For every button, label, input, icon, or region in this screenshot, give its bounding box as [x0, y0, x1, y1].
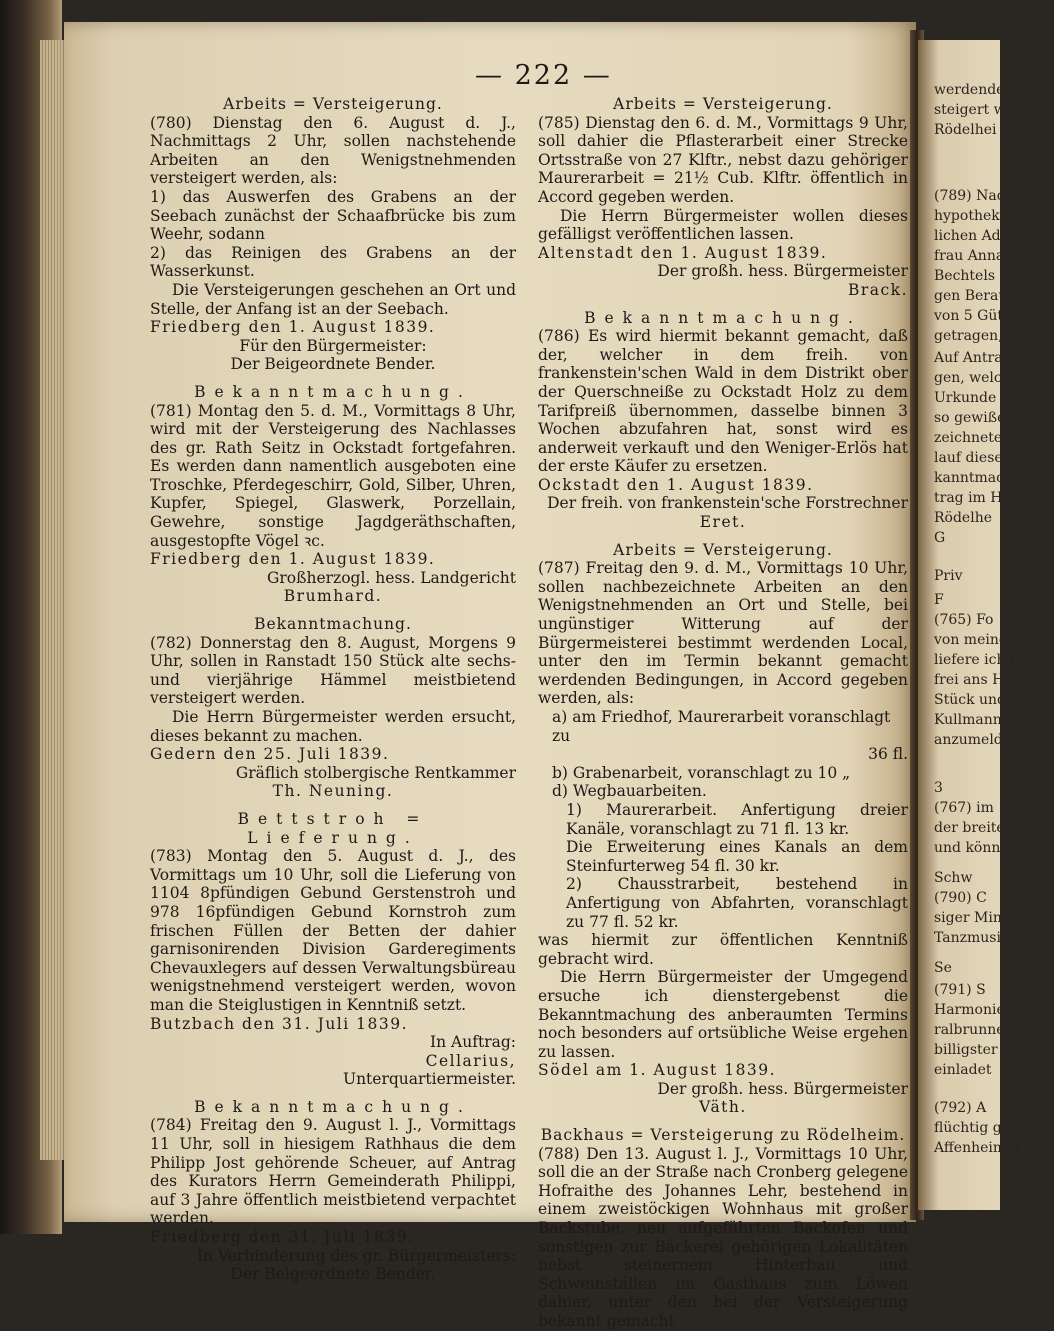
cropped-text-fragment: der breiten — [934, 820, 1014, 836]
text-line: Arbeits = Versteigerung. — [613, 95, 833, 113]
cropped-text-fragment: Stück und — [934, 692, 1007, 708]
text-line: (786) Es wird hiermit bekannt gemacht, daß der, welcher in dem freih. von frankenstein'schen Wald in dem Distrikt ober der Querschneiße zu Ockstadt Holz zu dem Tarifpreiß übernommen, dasselbe binnen 3 Wochen abzufahren hat, sonst wird es anderweit verkauft und den Weniger-Erlös hat der erste Käufer zu ersetzen. — [538, 327, 908, 476]
text-line: Eret. — [699, 513, 747, 532]
text-line: b) Grabenarbeit, voranschlagt zu 10 „ — [552, 763, 851, 782]
cropped-text-fragment: Bechtels sen. — [934, 268, 1029, 284]
spacer — [538, 532, 908, 541]
cropped-text-fragment: 3 — [934, 780, 943, 796]
cropped-text-fragment: ralbrunnen — [934, 1022, 1014, 1038]
cropped-text-fragment: Schw — [934, 870, 973, 886]
text-line: Friedberg den 1. August 1839. — [150, 550, 436, 569]
cropped-text-fragment: (789) Nach — [934, 188, 1014, 204]
text-line: (788) Den 13. August l. J., Vormittags 10 Uhr, soll die an der Straße nach Cronberg gelegene Hofraithe des Johannes Lehr, bestehend in einem zweistöckigen Wohnhaus mit großer Backstube, neu aufgeführten Backofen und sonstigen zur Bäckerei gehörigen Lokalitäten nebst steinernem Hinterbau und Schweinställen im Gasthaus zum Löwen dahier, unter den bei der Versteigerung bekannt gemacht — [538, 1144, 908, 1330]
spacer — [150, 801, 516, 810]
text-line: (784) Freitag den 9. August l. J., Vormittags 11 Uhr, soll in hiesigem Rathhaus die dem Philipp Jost gehörende Scheuer, auf Antrag des Kurators Herrn Gemeinderath Philippi, auf 3 Jahre öffentlich meistbietend verpachtet werden. — [150, 1116, 516, 1228]
text-line: Der großh. hess. Bürgermeister — [657, 262, 908, 281]
text-line: Väth. — [699, 1098, 747, 1117]
spacer — [150, 606, 516, 615]
cropped-text-fragment: lichen Adam — [934, 228, 1023, 244]
text-line: Bekanntmachung. — [584, 308, 862, 327]
cropped-text-fragment: einladet — [934, 1062, 992, 1078]
text-line: Arbeits = Versteigerung. — [613, 540, 833, 559]
text-line: was hiermit zur öffentlichen Kenntniß gebracht wird. — [538, 931, 908, 968]
cropped-text-fragment: liefere ich fr — [934, 652, 1022, 668]
text-line: 2) Chausstrarbeit, bestehend in Anfertigung von Abfahrten, voranschlagt zu 77 fl. 52 kr. — [566, 875, 908, 931]
text-line: Gräflich stolbergische Rentkammer — [235, 763, 516, 782]
spacer — [150, 374, 516, 383]
cropped-text-fragment: (791) S — [934, 982, 986, 998]
cropped-text-fragment: (790) C — [934, 890, 987, 906]
text-line: Bekanntmachung. — [194, 1097, 472, 1116]
cropped-text-fragment: lauf dieser F — [934, 450, 1024, 466]
cropped-text-fragment: kanntmachung — [934, 470, 1040, 486]
cropped-text-fragment: werdenden Bed — [934, 82, 1046, 98]
cropped-text-fragment: Se — [934, 960, 952, 976]
text-line: Die Herrn Bürgermeister werden ersucht, dieses bekannt zu machen. — [150, 708, 516, 745]
text-line: In Verhinderung des gr. Bürgermeisters: — [196, 1246, 516, 1265]
cropped-text-fragment: von 5 Güter — [934, 308, 1018, 324]
text-line: d) Wegbauarbeiten. — [552, 782, 707, 801]
cropped-text-fragment: (792) A — [934, 1100, 987, 1116]
page-number: — 222 — — [475, 60, 612, 91]
text-line: Der freih. von frankenstein'sche Forstrechner — [547, 494, 908, 513]
cropped-text-fragment: Auf Antrag — [934, 350, 1012, 366]
cropped-text-fragment: F — [934, 592, 944, 608]
cropped-text-fragment: frei ans Hau — [934, 672, 1022, 688]
cropped-text-fragment: und können — [934, 840, 1018, 856]
text-line: Butzbach den 31. Juli 1839. — [150, 1014, 409, 1033]
left-column — [150, 95, 516, 1284]
text-line: (781) Montag den 5. d. M., Vormittags 8 Uhr, wird mit der Versteigerung des Nachlasses des gr. Rath Seitz in Ockstadt fortgefahren. Es werden dann namentlich ausgeboten eine Troschke, Pferdegeschirr, Gold, Silber, Uhren, Kupfer, Spiegel, Glaswerk, Porzellain, Gewehre, sonstige Jagdgeräthschaften, ausgestopfte Vögel ꝛc. — [150, 401, 516, 550]
text-line: 36 fl. — [868, 745, 908, 764]
cropped-text-fragment: zeichneten Ge — [934, 430, 1036, 446]
text-line: (787) Freitag den 9. d. M., Vormittags 10 Uhr, sollen nachbezeichnete Arbeiten an den Wenigstnehmenden an Ort und Stelle, bei ungünstiger Witterung auf der Bürgermeisterei bestimmt werdenden Local, unter den im Termin bekannt gemacht werdenden Bedingungen, in Accord gegeben werden, als: — [538, 559, 908, 708]
text-line: Unterquartiermeister. — [343, 1070, 516, 1089]
text-line: Großherzogl. hess. Landgericht — [267, 568, 516, 587]
text-line: Ockstadt den 1. August 1839. — [538, 475, 814, 494]
text-line: Arbeits = Versteigerung. — [223, 95, 443, 113]
text-line: 1) Maurerarbeit. Anfertigung dreier Kanäle, voranschlagt zu 71 fl. 13 kr. — [566, 800, 908, 838]
right-column — [538, 95, 908, 1331]
text-line: Cellarius, — [425, 1051, 516, 1070]
text-line: Bekanntmachung. — [194, 382, 472, 401]
text-line: (783) Montag den 5. August d. J., des Vormittags um 10 Uhr, soll die Lieferung von 1104 8pfündigen Gebund Gerstenstroh und 978 16pfündigen Gebund Kornstroh zum frischen Füllen der Betten der dahier garnisonirenden Division Garderegiments Chevauxlegers auf dessen Verwaltungsbüreau wenigstnehmend versteigert werden, wovon man die Steiglustigen in Kenntniß setzt. — [150, 847, 516, 1014]
cropped-text-fragment: Harmonie — [934, 1002, 1005, 1018]
text-line: Der Beigeordnete Bender. — [230, 355, 436, 374]
cropped-text-fragment: Kullmann — [934, 712, 1002, 728]
cropped-text-fragment: flüchtig ge — [934, 1120, 1010, 1136]
text-line: a) am Friedhof, Maurerarbeit voranschlagt zu — [552, 708, 891, 745]
cropped-text-fragment: Rödelhe — [934, 510, 992, 526]
cropped-text-fragment: frau Anna C — [934, 248, 1020, 264]
spacer — [150, 1089, 516, 1098]
spacer — [538, 300, 908, 309]
cropped-text-fragment: so gewißer — [934, 410, 1013, 426]
spacer — [538, 1117, 908, 1126]
text-line: 1) das Auswerfen des Grabens an der Seebach zunächst der Schaafbrücke bis zum Weehr, sodann — [150, 187, 516, 244]
text-line: Brack. — [847, 280, 908, 299]
text-line: Der großh. hess. Bürgermeister — [657, 1079, 908, 1098]
text-line: Die Herrn Bürgermeister der Umgegend ersuche ich dienstergebenst die Bekanntmachung des anberaumten Termins noch besonders auf ortsübliche Weise ergehen zu lassen. — [538, 968, 908, 1061]
text-line: (785) Dienstag den 6. d. M., Vormittags 9 Uhr, soll dahier die Pflasterarbeit einer Strecke Ortsstraße von 27 Klftr., nebst dazu gehöriger Maurerarbeit = 21½ Cub. Klftr. öffentlich in Accord gegeben werden. — [538, 113, 908, 206]
text-line: 2) das Reinigen des Grabens an der Wasserkunst. — [150, 243, 516, 281]
text-line: Die Versteigerungen geschehen an Ort und Stelle, der Anfang ist an der Seebach. — [150, 280, 516, 318]
text-line: Für den Bürgermeister: — [239, 336, 427, 355]
cropped-text-fragment: G — [934, 530, 946, 546]
cropped-text-fragment: gen Beraume — [934, 288, 1029, 304]
cropped-text-fragment: siger Mine — [934, 910, 1011, 926]
cropped-text-fragment: steigert werden — [934, 102, 1047, 118]
text-line: In Auftrag: — [430, 1033, 516, 1052]
text-line: (780) Dienstag den 6. August d. J., Nachmittags 2 Uhr, sollen nachstehende Arbeiten an den Wenigstnehmenden versteigert werden, als: — [150, 113, 516, 188]
cropped-text-fragment: gen, welche — [934, 370, 1020, 386]
cropped-text-fragment: anzumelden. — [934, 732, 1025, 748]
text-line: Bekanntmachung. — [254, 615, 412, 634]
cropped-text-fragment: trag im Hyp — [934, 490, 1020, 506]
text-line: Der Beigeordnete Bender. — [230, 1265, 436, 1284]
cropped-text-fragment: billigster u — [934, 1042, 1012, 1058]
cropped-text-fragment: Priv — [934, 568, 963, 584]
cropped-text-fragment: (765) Fo — [934, 612, 994, 628]
cropped-text-fragment: Rödelhei — [934, 122, 997, 138]
text-line: Die Herrn Bürgermeister wollen dieses gefälligst veröffentlichen lassen. — [538, 206, 908, 244]
text-line: Backhaus = Versteigerung zu Rödelheim. — [540, 1126, 906, 1145]
text-line: Friedberg den 31. Juli 1839. — [150, 1228, 415, 1247]
text-line: Södel am 1. August 1839. — [538, 1061, 777, 1080]
cropped-text-fragment: (767) im — [934, 800, 994, 816]
cropped-text-fragment: Urkunde abl — [934, 390, 1023, 406]
text-line: Friedberg den 1. August 1839. — [150, 318, 436, 337]
text-line: Th. Neuning. — [272, 782, 394, 801]
text-line: (782) Donnerstag den 8. August, Morgens 9 Uhr, sollen in Ranstadt 150 Stück alte sechs- und vierjährige Hämmel meistbietend versteigert werden. — [150, 633, 516, 708]
text-line: Altenstadt den 1. August 1839. — [538, 243, 828, 262]
cropped-text-fragment: Affenheim g — [934, 1140, 1020, 1156]
cropped-text-fragment: hypothekenbu — [934, 208, 1036, 224]
cropped-text-fragment: Tanzmusik — [934, 930, 1010, 946]
text-line: Brumhard. — [283, 587, 383, 606]
cropped-text-fragment: von meinem — [934, 632, 1021, 648]
cropped-text-fragment: getragen, die — [934, 328, 1029, 344]
text-line: Bettstroh = Lieferung. — [237, 809, 429, 847]
text-line: Gedern den 25. Juli 1839. — [150, 745, 390, 764]
text-line: Die Erweiterung eines Kanals an dem Steinfurterweg 54 fl. 30 kr. — [566, 838, 908, 875]
